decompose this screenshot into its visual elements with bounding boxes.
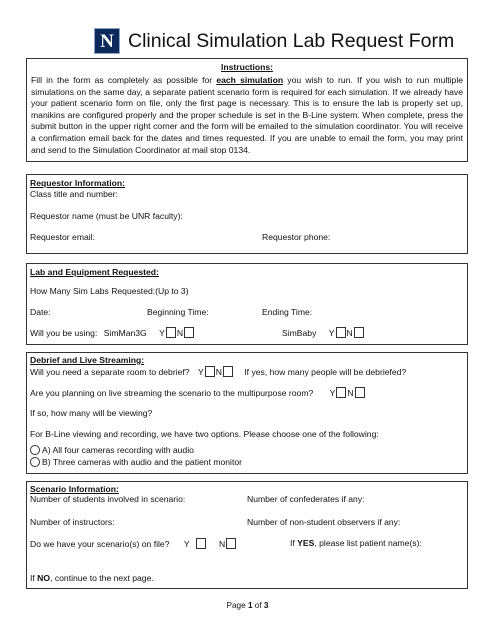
university-logo <box>94 28 120 54</box>
page-label: Page <box>226 601 248 610</box>
instructions-pre: Fill in the form as completely as possible for <box>31 75 217 85</box>
simbaby-label: SimBaby <box>282 328 317 338</box>
debrief-heading: Debrief and Live Streaming: <box>30 355 145 365</box>
lab-section <box>26 263 468 345</box>
debrief-room-row <box>30 366 406 378</box>
page-current: 1 <box>247 601 253 610</box>
date-field[interactable]: Date: <box>30 307 51 317</box>
stream-yes-checkbox[interactable] <box>336 387 346 398</box>
if-yes-strong: YES <box>297 538 315 548</box>
scenario-section <box>26 481 468 589</box>
on-file-question: Do we have your scenario(s) on file? <box>30 539 170 549</box>
on-file-yes-checkbox[interactable] <box>196 538 206 549</box>
if-no-suffix: , continue to the next page. <box>50 573 154 583</box>
if-no-note <box>30 573 154 584</box>
if-yes-prefix: If <box>290 538 298 548</box>
patient-names-field[interactable] <box>290 538 422 549</box>
confederates-count-field[interactable]: Number of confederates if any: <box>247 494 365 504</box>
if-no-strong: NO <box>37 573 51 583</box>
bline-question: For B-Line viewing and recording, we have two options. Please choose one of the following: <box>30 429 379 439</box>
instructions-text <box>31 75 463 156</box>
debrief-y-label: Y <box>197 367 204 377</box>
instructors-count-field[interactable]: Number of instructors: <box>30 517 115 527</box>
if-yes-suffix: , please list patient name(s): <box>314 538 422 548</box>
students-count-field[interactable]: Number of students involved in scenario: <box>30 494 186 504</box>
instructions-box <box>26 58 468 162</box>
page-total: 3 <box>263 601 269 610</box>
beginning-time-field[interactable]: Beginning Time: <box>147 307 209 317</box>
debrief-section <box>26 352 468 474</box>
option-b-label: B) Three cameras with audio and the patient monitor <box>42 457 242 467</box>
simman-y-label: Y <box>159 328 165 338</box>
simman-n-label: N <box>176 328 184 338</box>
page-title: Clinical Simulation Lab Request Form <box>128 30 455 52</box>
instructions-emphasis: each simulation <box>216 75 284 85</box>
simbaby-yes-checkbox[interactable] <box>336 327 346 338</box>
scenario-on-file-row <box>30 538 237 550</box>
stream-no-checkbox[interactable] <box>355 387 365 398</box>
debrief-no-checkbox[interactable] <box>223 366 233 377</box>
scenario-heading: Scenario Information: <box>30 484 119 494</box>
stream-y-label: Y <box>329 388 336 398</box>
on-file-n-label: N <box>219 539 226 549</box>
logo-letter: N <box>100 30 114 52</box>
if-no-prefix: If <box>30 573 38 583</box>
debrief-count-field[interactable]: If yes, how many people will be debriefed? <box>244 367 407 377</box>
on-file-no-checkbox[interactable] <box>226 538 236 549</box>
instructions-heading: Instructions: <box>220 62 274 72</box>
ending-time-field[interactable]: Ending Time: <box>262 307 313 317</box>
simbaby-no-checkbox[interactable] <box>354 327 364 338</box>
option-a-label: A) All four cameras recording with audio <box>42 445 194 455</box>
page-number <box>0 601 495 610</box>
requestor-phone-field[interactable]: Requestor phone: <box>262 232 331 242</box>
debrief-room-question: Will you need a separate room to debrief? <box>30 367 190 377</box>
simbaby-y-label: Y <box>328 328 335 338</box>
sim-equipment-row <box>30 327 195 339</box>
simman-yes-checkbox[interactable] <box>166 327 176 338</box>
instructions-post: you wish to run. If you wish to run multiple simulations on the same day, a separate patient scenario form is required for each simulation. If we already have your patient scenario form on file, only the first page is necessary. This is to ensure the lab is properly set up, manikins are configured properly and the proper schedule is set in the B-Line system. When complete, press the submit button in the upper right corner and the form will be emailed to the simulation coordinator. You will receive a confirmation email back for the dates and times requested. If you are unable to email the form, you may print and send to the Simulation Coordinator at mail stop 0134. <box>31 75 464 155</box>
requestor-heading: Requestor Information: <box>30 178 126 188</box>
stream-question: Are you planning on live streaming the scenario to the multipurpose room? <box>30 388 314 398</box>
requestor-section <box>26 174 468 254</box>
simbaby-row <box>282 327 365 339</box>
debrief-yes-checkbox[interactable] <box>205 366 215 377</box>
using-label: Will you be using: <box>30 328 98 338</box>
viewing-count-field[interactable]: If so, how many will be viewing? <box>30 408 153 418</box>
observers-count-field[interactable]: Number of non-student observers if any: <box>247 517 401 527</box>
option-b-radio[interactable] <box>30 457 40 467</box>
lab-heading: Lab and Equipment Requested: <box>30 267 159 277</box>
option-a-row[interactable] <box>30 445 194 456</box>
option-b-row[interactable] <box>30 457 242 468</box>
page-of: of <box>252 601 264 610</box>
simbaby-n-label: N <box>346 328 353 338</box>
stream-n-label: N <box>347 388 354 398</box>
requestor-name-field[interactable]: Requestor name (must be UNR faculty): <box>30 211 183 221</box>
class-title-field[interactable]: Class title and number: <box>30 189 118 199</box>
simman-no-checkbox[interactable] <box>184 327 194 338</box>
on-file-y-label: Y <box>183 539 190 549</box>
simman-label: SimMan3G <box>103 328 147 338</box>
debrief-n-label: N <box>215 367 222 377</box>
requestor-email-field[interactable]: Requestor email: <box>30 232 95 242</box>
sim-labs-count-field[interactable]: How Many Sim Labs Requested:(Up to 3) <box>30 286 189 296</box>
stream-row <box>30 387 366 399</box>
option-a-radio[interactable] <box>30 445 40 455</box>
